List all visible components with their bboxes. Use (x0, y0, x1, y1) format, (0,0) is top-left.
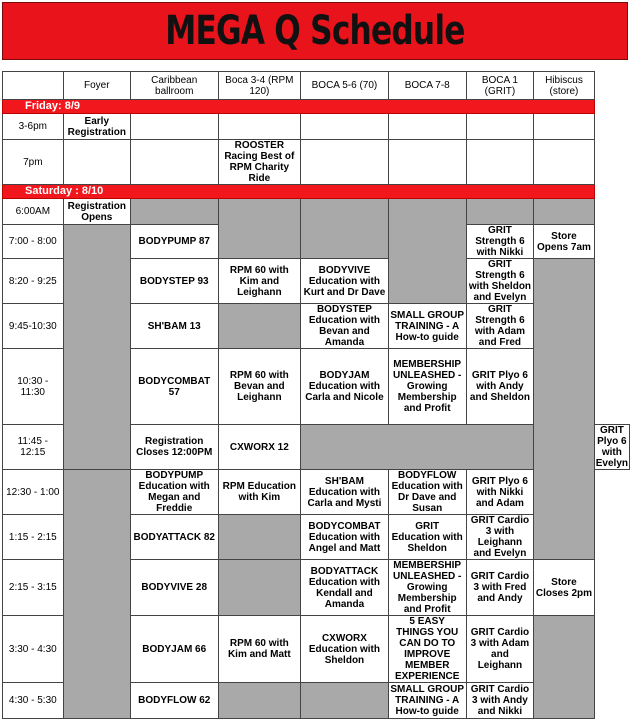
event-cell: MEMBERSHIP UNLEASHED - Growing Membership and Profit (388, 560, 466, 616)
table-row (3, 140, 630, 185)
event-cell: Store Closes 2pm (534, 560, 595, 616)
event-cell: BODYPUMP 87 (130, 225, 218, 259)
event-cell: GRIT Cardio 3 with Fred and Andy (466, 560, 533, 616)
event-cell: Store Opens 7am (534, 225, 595, 259)
col-header-caribbean: Caribbean ballroom (130, 72, 218, 100)
unused-cell (466, 199, 533, 225)
unused-cell (301, 683, 389, 719)
event-cell: RPM 60 with Kim and Leighann (218, 259, 301, 304)
event-cell: BODYJAM Education with Carla and Nicole (301, 349, 389, 425)
event-cell: BODYSTEP Education with Bevan and Amanda (301, 304, 389, 349)
col-header-boca1: BOCA 1 (GRIT) (466, 72, 533, 100)
time-cell: 8:20 - 9:25 (3, 259, 64, 304)
event-cell: GRIT Cardio 3 with Leighann and Evelyn (466, 515, 533, 560)
event-cell: SMALL GROUP TRAINING - A How-to guide (388, 683, 466, 719)
event-cell: SH'BAM Education with Carla and Mysti (301, 470, 389, 515)
event-cell: CXWORX Education with Sheldon (301, 616, 389, 683)
event-cell: BODYATTACK 82 (130, 515, 218, 560)
empty-cell (301, 140, 389, 185)
col-header-hibiscus: Hibiscus (store) (534, 72, 595, 100)
event-cell: GRIT Plyo 6 with Andy and Sheldon (466, 349, 533, 425)
unused-cell (63, 225, 130, 470)
unused-cell (63, 470, 130, 719)
time-cell: 7pm (3, 140, 64, 185)
event-cell: BODYFLOW 62 (130, 683, 218, 719)
event-cell: SMALL GROUP TRAINING - A How-to guide (388, 304, 466, 349)
day-row-saturday (3, 185, 630, 199)
day-row-friday (3, 100, 630, 114)
event-cell: BODYVIVE 28 (130, 560, 218, 616)
col-header-boca34: Boca 3-4 (RPM 120) (218, 72, 301, 100)
time-cell: 11:45 - 12:15 (3, 425, 64, 470)
unused-cell (218, 515, 301, 560)
event-cell: BODYJAM 66 (130, 616, 218, 683)
event-cell: Registration Closes 12:00PM (130, 425, 218, 470)
event-cell: Registration Opens (63, 199, 130, 225)
day-label-friday: Friday: 8/9 (3, 100, 595, 114)
time-cell: 3-6pm (3, 114, 64, 140)
event-cell: Early Registration (63, 114, 130, 140)
event-cell: GRIT Cardio 3 with Adam and Leighann (466, 616, 533, 683)
empty-cell (130, 114, 218, 140)
empty-cell (466, 114, 533, 140)
col-header-boca78: BOCA 7-8 (388, 72, 466, 100)
header-row (3, 72, 630, 100)
event-cell: RPM 60 with Kim and Matt (218, 616, 301, 683)
event-cell: GRIT Strength 6 with Nikki (466, 225, 533, 259)
unused-cell (218, 304, 301, 349)
col-header-boca56: BOCA 5-6 (70) (301, 72, 389, 100)
event-cell: SH'BAM 13 (130, 304, 218, 349)
event-cell: BODYATTACK Education with Kendall and Amanda (301, 560, 389, 616)
event-cell: 5 EASY THINGS YOU CAN DO TO IMPROVE MEMBER EXPERIENCE (388, 616, 466, 683)
corner-cell (3, 72, 64, 100)
event-cell: BODYPUMP Education with Megan and Freddie (130, 470, 218, 515)
schedule-table (2, 71, 630, 719)
unused-cell (301, 425, 534, 470)
empty-cell (130, 140, 218, 185)
empty-cell (63, 140, 130, 185)
empty-cell (388, 114, 466, 140)
empty-cell (388, 140, 466, 185)
table-row (3, 199, 630, 225)
event-cell: BODYCOMBAT 57 (130, 349, 218, 425)
event-cell: ROOSTER Racing Best of RPM Charity Ride (218, 140, 301, 185)
empty-cell (218, 114, 301, 140)
unused-cell (534, 199, 595, 225)
time-cell: 9:45-10:30 (3, 304, 64, 349)
time-cell: 12:30 - 1:00 (3, 470, 64, 515)
unused-cell (388, 199, 466, 304)
event-cell: GRIT Cardio 3 with Andy and Nikki (466, 683, 533, 719)
empty-cell (534, 140, 595, 185)
col-header-foyer: Foyer (63, 72, 130, 100)
event-cell: BODYFLOW Education with Dr Dave and Susan (388, 470, 466, 515)
unused-cell (130, 199, 218, 225)
time-cell: 6:00AM (3, 199, 64, 225)
event-cell: GRIT Strength 6 with Sheldon and Evelyn (466, 259, 533, 304)
title-banner (2, 2, 628, 60)
unused-cell (534, 616, 595, 719)
event-cell: RPM Education with Kim (218, 470, 301, 515)
time-cell: 2:15 - 3:15 (3, 560, 64, 616)
event-cell: RPM 60 with Bevan and Leighann (218, 349, 301, 425)
empty-cell (534, 114, 595, 140)
time-cell: 3:30 - 4:30 (3, 616, 64, 683)
unused-cell (301, 199, 389, 259)
unused-cell (218, 683, 301, 719)
day-label-saturday: Saturday : 8/10 (3, 185, 595, 199)
unused-cell (218, 199, 301, 259)
time-cell: 1:15 - 2:15 (3, 515, 64, 560)
event-cell: CXWORX 12 (218, 425, 301, 470)
page-title: MEGA Q Schedule (165, 8, 465, 54)
event-cell: BODYSTEP 93 (130, 259, 218, 304)
unused-cell (534, 259, 595, 560)
event-cell: GRIT Strength 6 with Adam and Fred (466, 304, 533, 349)
time-cell: 4:30 - 5:30 (3, 683, 64, 719)
event-cell: MEMBERSHIP UNLEASHED - Growing Membership and Profit (388, 349, 466, 425)
event-cell: GRIT Plyo 6 with Evelyn (595, 425, 629, 469)
event-cell: GRIT Plyo 6 with Nikki and Adam (466, 470, 533, 515)
time-cell: 7:00 - 8:00 (3, 225, 64, 259)
event-cell: GRIT Education with Sheldon (388, 515, 466, 560)
event-cell: BODYCOMBAT Education with Angel and Matt (301, 515, 389, 560)
time-cell: 10:30 - 11:30 (3, 349, 64, 425)
empty-cell (466, 140, 533, 185)
empty-cell (301, 114, 389, 140)
unused-cell (218, 560, 301, 616)
event-cell: BODYVIVE Education with Kurt and Dr Dave (301, 259, 389, 304)
table-row (3, 114, 630, 140)
